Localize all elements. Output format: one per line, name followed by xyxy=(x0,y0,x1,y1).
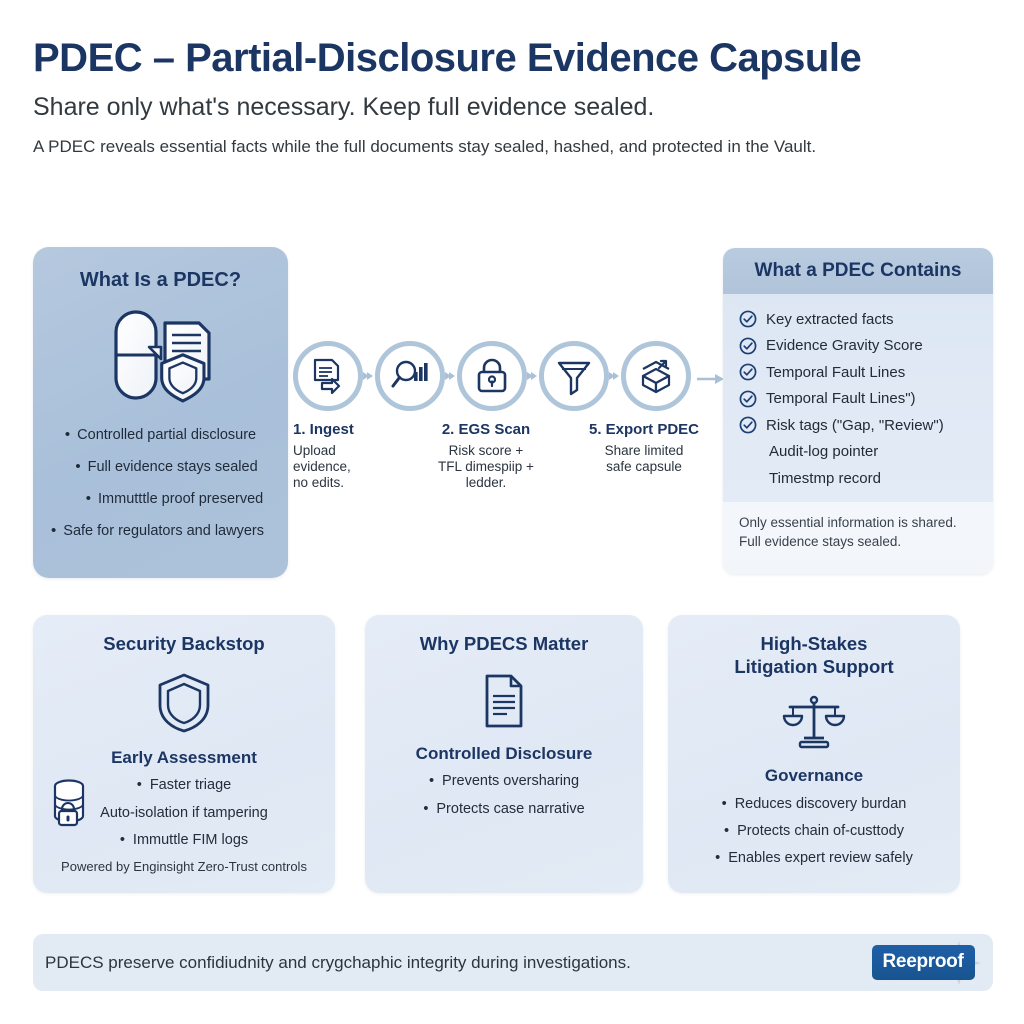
step-title: 1. Ingest xyxy=(293,421,354,438)
capsule-document-shield-icon xyxy=(109,305,213,405)
list-item: • Protects chain of-custtody xyxy=(682,823,946,840)
right-card-note xyxy=(723,502,993,561)
check-circle-icon xyxy=(739,390,757,408)
flow-arrow-icon xyxy=(527,369,539,383)
contains-item-label: Risk tags ("Gap, "Review") xyxy=(766,416,944,434)
list-item: • Immuttle FIM logs xyxy=(47,832,321,849)
list-item: • Reduces discovery burdan xyxy=(682,796,946,813)
funnel-icon xyxy=(554,356,594,396)
flow-label-1 xyxy=(293,421,383,490)
shield-icon xyxy=(156,672,212,734)
flow-step-1-ingest[interactable] xyxy=(293,341,363,411)
flow-arrow-icon xyxy=(363,369,375,383)
card-title: Why PDECS Matter xyxy=(419,633,589,654)
padlock-icon xyxy=(473,356,511,396)
card-subtitle: Governance xyxy=(764,766,864,786)
contains-list xyxy=(739,306,993,492)
document-export-icon xyxy=(308,356,348,396)
flow-step-5-export[interactable] xyxy=(621,341,691,411)
card-title: Security Backstop xyxy=(103,633,265,654)
footer-text: PDECS preserve confidiudnity and crygchaphic integrity during investigations. xyxy=(45,952,631,972)
flow-node-row xyxy=(293,341,691,411)
flow-label-2 xyxy=(421,421,551,490)
note-line-2: Full evidence stays sealed. xyxy=(739,533,902,549)
page-deck: A PDEC reveals essential facts while the full documents stay sealed, hashed, and protected in the Vault. xyxy=(33,136,817,156)
list-item: • Protects case narrative xyxy=(379,801,629,818)
contains-item xyxy=(739,306,993,333)
contains-item-label: Temporal Fault Lines") xyxy=(766,390,916,408)
page-subtitle: Share only what's necessary. Keep full evidence sealed. xyxy=(33,93,655,121)
flow-label-3 xyxy=(579,421,709,475)
check-circle-icon xyxy=(739,337,757,355)
list-item: • Faster triage xyxy=(47,777,321,794)
check-circle-icon xyxy=(739,416,757,434)
flow-arrow-icon xyxy=(445,369,457,383)
right-card-body xyxy=(723,294,993,502)
database-lock-icon xyxy=(48,778,90,828)
note-line-1: Only essential information is shared. xyxy=(739,514,957,530)
contains-item xyxy=(739,439,993,466)
contains-item xyxy=(739,333,993,360)
step-desc: Upload evidence, no edits. xyxy=(293,442,351,490)
card-subtitle: Early Assessment xyxy=(111,747,257,767)
flow-arrow-icon xyxy=(609,369,621,383)
check-circle-icon xyxy=(739,310,757,328)
footer-bar xyxy=(33,934,993,991)
list-item: • Prevents oversharing xyxy=(379,773,629,790)
step-title: 5. Export PDEC xyxy=(588,421,700,438)
contains-item-label: Evidence Gravity Score xyxy=(766,337,923,355)
card-subtitle: Controlled Disclosure xyxy=(415,743,593,763)
contains-item xyxy=(739,412,993,439)
flow-step-4-filter[interactable] xyxy=(539,341,609,411)
document-icon xyxy=(479,672,529,730)
flow-step-2-egs-scan[interactable] xyxy=(375,341,445,411)
right-card-header xyxy=(723,248,993,294)
card-footnote: Powered by Enginsight Zero-Trust controls xyxy=(61,859,307,875)
check-circle-icon xyxy=(739,363,757,381)
logo-badge xyxy=(872,945,975,980)
left-card-bullets xyxy=(43,427,278,540)
flow-tail-arrow-icon xyxy=(697,372,725,386)
left-card-title: What Is a PDEC? xyxy=(79,269,242,291)
list-item: • Immutttle proof preserved xyxy=(43,491,278,508)
contains-item xyxy=(739,465,993,492)
security-backstop-card xyxy=(33,615,335,893)
step-title: 2. EGS Scan xyxy=(441,421,531,438)
scales-icon xyxy=(782,694,846,752)
list-item: • Full evidence stays sealed xyxy=(43,459,278,476)
why-pdecs-matter-card xyxy=(365,615,643,893)
list-item: Auto-isolation if tampering xyxy=(100,804,268,821)
contains-item-label: Key extracted facts xyxy=(766,310,894,328)
contains-item-label: Temporal Fault Lines xyxy=(766,363,906,381)
contains-item-label: Audit-log pointer xyxy=(769,443,879,461)
process-flow xyxy=(293,341,725,511)
list-item: • Controlled partial disclosure xyxy=(43,427,278,444)
magnifier-chart-icon xyxy=(390,356,430,396)
card-title: High-Stakes Litigation Support xyxy=(734,633,894,677)
contains-item-label: Timestmp record xyxy=(769,469,881,487)
contains-item xyxy=(739,359,993,386)
list-item: • Enables expert review safely xyxy=(682,850,946,867)
list-item: • Safe for regulators and lawyers xyxy=(43,523,278,540)
what-is-a-pdec-card xyxy=(33,247,288,578)
flow-step-3-lock[interactable] xyxy=(457,341,527,411)
header xyxy=(33,38,993,157)
card-bullets xyxy=(379,773,629,818)
contains-item xyxy=(739,386,993,413)
card-bullets xyxy=(682,796,946,868)
open-box-icon xyxy=(635,356,677,396)
logo-text: Reeproof xyxy=(882,951,964,972)
litigation-support-card xyxy=(668,615,960,893)
brand-logo[interactable] xyxy=(867,943,979,983)
what-a-pdec-contains-card xyxy=(723,248,993,574)
step-desc: Share limited safe capsule xyxy=(604,442,684,474)
right-card-title: What a PDEC Contains xyxy=(754,260,962,281)
step-desc: Risk score + TFL dimespiip + ledder. xyxy=(438,442,534,490)
page-title: PDEC – Partial-Disclosure Evidence Capsule xyxy=(33,36,862,80)
